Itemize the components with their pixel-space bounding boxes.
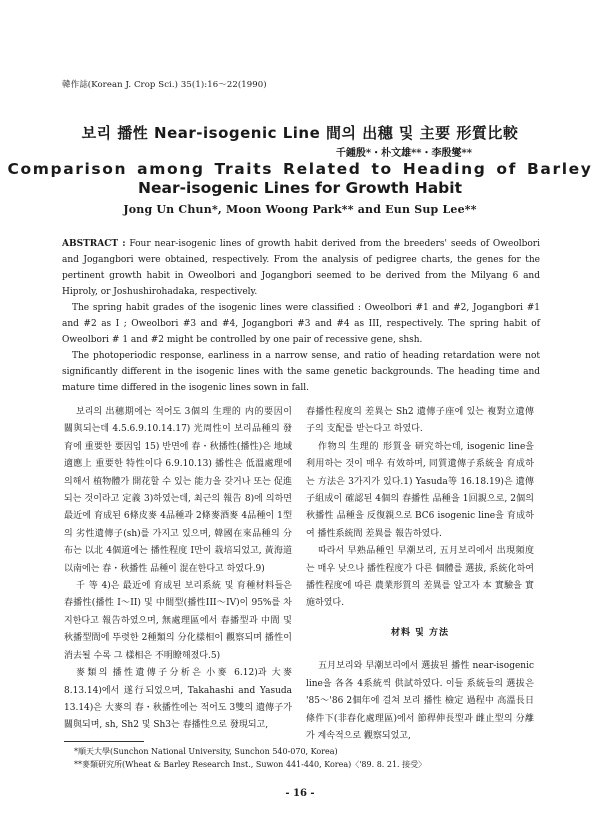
abstract-label: ABSTRACT : (62, 239, 126, 249)
english-title-line2: Near-isogenic Lines for Growth Habit (138, 179, 462, 197)
abstract-p3: The photoperiodic response, earliness in a narrow sense, and ratio of heading retardation were not significantly different in the isogenic lines with the same genetic backgrounds. The heading time and mature time differed in the isogenic lines sown in fall. (62, 351, 540, 393)
korean-authors: 千鍾殷*・朴文雄**・李殷燮** (335, 148, 472, 159)
journal-header: 韓作誌(Korean J. Crop Sci.) 35(1):16～22(1990) (62, 80, 267, 90)
english-title-line1: Comparison among Traits Related to Heading of Barley (7, 160, 593, 178)
right-paragraph-1: 春播性程度의 差異는 Sh2 遺傳子座에 있는 複對立遺傳子의 支配를 받는다고 하였다. (306, 407, 534, 435)
abstract (62, 236, 540, 396)
right-paragraph-4: 五月보리와 早潮보리에서 選拔된 播性 near-isogenic line을 各各 4系統씩 供試하였다. 이들 系統들의 選拔은 '85～'86 2個年에 걸쳐 보리 播性 檢定 過程中 高溫長日條件下(非春化處理區)에서 節稈伸長型과 雌止型의 分離가 계속적으로 觀察되었고, (306, 661, 534, 741)
body-column-left (64, 404, 292, 735)
abstract-p1 (62, 236, 540, 300)
korean-title: 보리 播性 Near-isogenic Line 間의 出穗 및 主要 形質比較 (81, 124, 519, 142)
english-title (0, 160, 600, 198)
section-heading: 材料 및 方法 (391, 627, 449, 638)
abstract-text-1: Four near-isogenic lines of growth habit derived from the breeders' seeds of Oweolbori and Jogangbori were obtained, respectively. From the analysis of pedigree charts, the genes for the pertinent growth habit in Oweolbori and Jogangbori seemed to be derived from the Milyang 6 and Hiproly, or Joshushirohadaka, respectively. (62, 239, 540, 297)
english-authors: Jong Un Chun*, Moon Woong Park** and Eun Sup Lee** (123, 203, 477, 216)
footnotes (74, 745, 426, 771)
right-paragraph-3: 따라서 早熟品種인 早潮보리, 五月보리에서 出現頻度는 매우 낮으나 播性程度가 다른 個體를 選拔, 系統化하여 播性程度에 따른 農業形質의 差異를 알고자 本 實驗을 實施하였다. (306, 546, 534, 609)
footnote-rule (64, 741, 144, 742)
page-number: - 16 - (285, 788, 315, 799)
right-paragraph-2: 作物의 生理的 形質을 研究하는데, isogenic line을 利用하는 것이 매우 有效하며, 同質遺傳子系統을 育成하는 方法은 3가지가 있다.1) Yasuda等 16.18.19)은 遺傳子組成이 確認된 4個의 春播性 品種을 1回親으로, 2個의 秋播性 品種을 反復親으로 BC6 isogenic line을 育成하여 播性系統間 差異를 報告하였다. (306, 441, 534, 539)
footnote-2: **麥類研究所(Wheat & Barley Research Inst., Suwon 441-440, Korea)〈'89. 8. 21. 接受〉 (74, 760, 427, 769)
abstract-p2: The spring habit grades of the isogenic lines were classified : Oweolbori #1 and #2, Jogangbori #1 and #2 as I ; Oweolbori #3 and #4, Jogangbori #3 and #4 as III, respectively. The spring habit of Oweolbori # 1 and #2 might be controlled by one pair of recessive gene, shsh. (62, 303, 540, 345)
footnote-1: *順天大學(Sunchon National University, Sunchon 540-070, Korea) (74, 747, 338, 756)
body-column-right (306, 404, 534, 745)
left-paragraph-1: 보리의 出穗期에는 적어도 3個의 生理的 内的要因이 關與되는데 4.5.6.9.10.14.17) 光周性이 보리品種의 發育에 重要한 要因임 15) 반면에 春・秋播性(播性)은 地域適應上 重要한 特性이다 6.9.10.13) 播性은 低溫處理에 의해서 植物體가 開花할 수 있는 能力을 갖거나 또는 促進되는 것이라고 定義 3)하였는데, 최근의 報告 8)에 의하면 最近에 育成된 6條皮麥 4品種과 2條麥酒麥 4品種이 1型의 劣性遺傳子(sh)를 가지고 있으며, 韓國在來品種의 分布는 以北 4個道에는 播性程度 I만이 栽培되었고, 黃海道 以南에는 春・秋播性 品種이 混在한다고 하였다.9) (64, 407, 292, 574)
left-paragraph-2: 千 等 4)은 最近에 育成된 보리系統 및 育種材料들은 春播性(播性 I～II) 및 中間型(播性III～IV)이 95%를 차지한다고 報告하였으며, 無處理區에서 春播型과 中間 및 秋播型間에 뚜렷한 2種類의 分化樣相이 觀察되며 播性이 消去될 수록 그 樣相은 不明瞭해졌다.5) (64, 581, 292, 661)
left-paragraph-3: 麥類의 播性遺傳子分析은 小麥 6.12)과 大麥 8.13.14)에서 遂行되었으며, Takahashi and Yasuda 13.14)은 大麥의 春・秋播性에는 적어도 3雙의 遺傳子가 關與되며, sh, Sh2 및 Sh3는 春播性으로 發現되고, (64, 668, 292, 731)
